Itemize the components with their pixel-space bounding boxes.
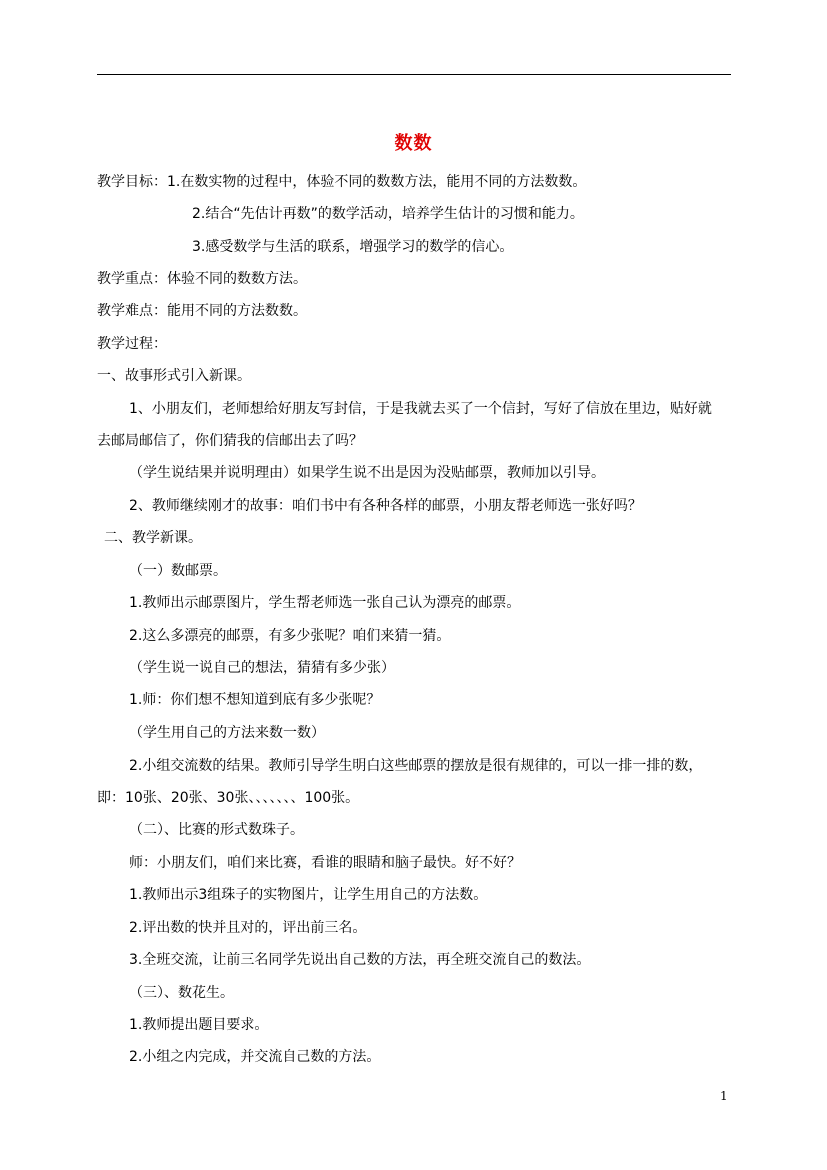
section-heading-1: 一、故事形式引入新课。: [97, 368, 251, 384]
paragraph-line: 1.教师提出题目要求。: [129, 1017, 269, 1033]
paragraph-line: 1、小朋友们，老师想给好朋友写封信，于是我就去买了一个信封，写好了信放在里边，贴好就: [129, 401, 712, 417]
paragraph-line: 3.全班交流，让前三名同学先说出自己数的方法，再全班交流自己的数法。: [129, 952, 591, 968]
line-objective-3: 3.感受数学与生活的联系，增强学习的数学的信心。: [192, 239, 514, 255]
paragraph-line: 2.这么多漂亮的邮票，有多少张呢？咱们来猜一猜。: [129, 628, 451, 644]
paragraph-line: 2.评出数的快并且对的，评出前三名。: [129, 920, 367, 936]
line-difficulties: 教学难点：能用不同的方法数数。: [97, 303, 307, 319]
paragraph-line: 即：10张、20张、30张、、、、、、、100张。: [97, 790, 360, 806]
paragraph-line: 师：小朋友们，咱们来比赛，看谁的眼睛和脑子最快。好不好？: [129, 855, 521, 871]
line-objective-2: 2.结合“先估计再数”的数学活动，培养学生估计的习惯和能力。: [192, 206, 584, 222]
line-key-points: 教学重点：体验不同的数数方法。: [97, 271, 307, 287]
paragraph-line: 1.教师出示邮票图片，学生帮老师选一张自己认为漂亮的邮票。: [129, 595, 521, 611]
line-objectives: 教学目标：1.在数实物的过程中，体验不同的数数方法，能用不同的方法数数。: [97, 174, 587, 190]
paragraph-line: 2.小组之内完成，并交流自己数的方法。: [129, 1049, 381, 1065]
subsection-heading: （二）、比赛的形式数珠子。: [129, 822, 304, 838]
subsection-heading: （一）数邮票。: [129, 563, 227, 579]
document-title: 数数: [394, 133, 433, 154]
paragraph-line: 去邮局邮信了，你们猜我的信邮出去了吗？: [97, 433, 363, 449]
paragraph-line: （学生说结果并说明理由）如果学生说不出是因为没贴邮票，教师加以引导。: [129, 465, 605, 481]
paragraph-line: （学生用自己的方法来数一数）: [129, 725, 325, 741]
subsection-heading: （三）、数花生。: [129, 985, 234, 1001]
page-number: 1: [720, 1089, 728, 1103]
paragraph-line: （学生说一说自己的想法，猜猜有多少张）: [129, 660, 395, 676]
line-process: 教学过程：: [97, 336, 167, 352]
paragraph-line: 1.师：你们想不想知道到底有多少张呢？: [129, 692, 381, 708]
paragraph-line: 2.小组交流数的结果。教师引导学生明白这些邮票的摆放是很有规律的，可以一排一排的数，: [129, 758, 703, 774]
section-heading-2: 二、教学新课。: [104, 530, 202, 546]
paragraph-line: 1.教师出示3组珠子的实物图片，让学生用自己的方法数。: [129, 887, 488, 903]
paragraph-line: 2、教师继续刚才的故事：咱们书中有各种各样的邮票，小朋友帮老师选一张好吗？: [129, 498, 642, 514]
header-rule: [97, 74, 731, 75]
